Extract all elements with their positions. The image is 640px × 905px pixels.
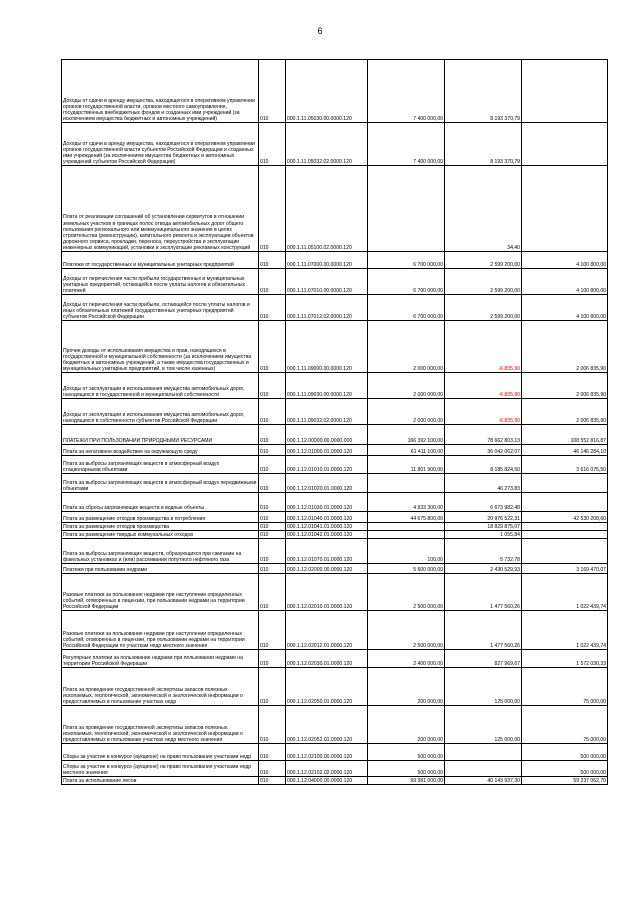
row-name: Плата за негативное воздействие на окружающую среду (62, 445, 259, 456)
row-line-code: 010 (259, 574, 286, 611)
row-unexecuted (522, 166, 608, 252)
row-budget-code: 000.1.12.01040.01.0000.120 (286, 512, 368, 523)
row-budget-code: 000.1.12.02012.01.0000.120 (286, 611, 368, 650)
row-approved: 2 000 000,00 (368, 373, 445, 399)
row-line-code: 010 (259, 706, 286, 744)
row-approved: 2 500 000,00 (368, 574, 445, 611)
row-name: Сборы за участие в конкурсе (аукционе) на право пользования участками недр (62, 744, 259, 761)
row-unexecuted: 500 000,00 (522, 761, 608, 777)
row-executed: 8 185 824,50 (445, 456, 522, 474)
row-unexecuted (522, 123, 608, 166)
row-name: Плата за размещение отходов производства и потребления (62, 512, 259, 523)
row-line-code: 010 (259, 744, 286, 761)
row-budget-code: 000.1.12.02010.01.0000.120 (286, 574, 368, 611)
page-number: 6 (317, 26, 323, 36)
row-line-code: 010 (259, 777, 286, 785)
row-unexecuted: 75 000,00 (522, 668, 608, 706)
row-name: Плата за выбросы загрязняющих веществ в атмосферный воздух стационарными объектами (62, 456, 259, 474)
row-line-code: 010 (259, 668, 286, 706)
row-executed: 827 969,67 (445, 650, 522, 668)
table-row (62, 668, 608, 706)
table-row (62, 564, 608, 574)
row-name: Плата за использование лесов (62, 777, 259, 785)
row-budget-code: 000.1.12.02030.01.0000.120 (286, 650, 368, 668)
table-row (62, 706, 608, 744)
row-unexecuted (522, 493, 608, 512)
row-approved (368, 523, 445, 531)
row-executed: 1 477 560,26 (445, 611, 522, 650)
row-unexecuted: 1 572 030,33 (522, 650, 608, 668)
row-executed: -6 835,90 (445, 321, 522, 373)
table-row (62, 321, 608, 373)
row-name: ПЛАТЕЖИ ПРИ ПОЛЬЗОВАНИИ ПРИРОДНЫМИ РЕСУРСАМИ (62, 425, 259, 445)
row-executed: 20 976 522,31 (445, 512, 522, 523)
row-budget-code: 000.1.12.01010.01.0000.120 (286, 456, 368, 474)
row-line-code: 010 (259, 761, 286, 777)
row-executed: 8 193 370,79 (445, 60, 522, 123)
row-line-code: 010 (259, 373, 286, 399)
row-budget-code: 000.1.11.09032.02.0000.120 (286, 399, 368, 425)
row-budget-code: 000.1.11.07000.00.0000.120 (286, 252, 368, 269)
row-approved: 500 000,00 (368, 744, 445, 761)
row-executed: 5 732,78 (445, 539, 522, 564)
row-unexecuted: 2 006 835,90 (522, 321, 608, 373)
row-line-code: 010 (259, 650, 286, 668)
row-budget-code: 000.1.11.05100.02.0000.120 (286, 166, 368, 252)
row-approved: 100,00 (368, 539, 445, 564)
row-unexecuted: 3 616 075,50 (522, 456, 608, 474)
row-executed: 2 430 529,93 (445, 564, 522, 574)
row-executed: 8 193 370,79 (445, 123, 522, 166)
row-executed: -6 835,90 (445, 399, 522, 425)
row-line-code: 010 (259, 295, 286, 321)
row-executed: 18 829 875,07 (445, 523, 522, 531)
row-budget-code: 000.1.12.04000.00.0000.120 (286, 777, 368, 785)
row-approved: 11 801 900,00 (368, 456, 445, 474)
row-line-code: 010 (259, 523, 286, 531)
row-executed: 6 673 982,48 (445, 493, 522, 512)
row-line-code: 010 (259, 269, 286, 295)
table-row (62, 399, 608, 425)
row-name: Доходы от сдачи в аренду имущества, находящегося в оперативном управлении органов государственной власти, органов местного самоуправления, государственных внебюджетных фондов и созданных ими учреждений (за исключением имущества бюджетных и автономных учреждений) (62, 60, 259, 123)
row-budget-code: 000.1.11.05030.00.0000.120 (286, 60, 368, 123)
row-executed: 1 477 560,26 (445, 574, 522, 611)
row-line-code: 010 (259, 399, 286, 425)
table-row (62, 761, 608, 777)
row-unexecuted (522, 474, 608, 493)
row-budget-code: 000.1.12.02052.01.0000.120 (286, 706, 368, 744)
row-approved (368, 474, 445, 493)
row-executed: 2 599 200,00 (445, 295, 522, 321)
table-row (62, 373, 608, 399)
row-line-code: 010 (259, 512, 286, 523)
row-name: Плата за проведение государственной экспертизы запасов полезных ископаемых, геологической, экономической и экологической информации о предоставляемых в пользование участках недр (62, 668, 259, 706)
row-budget-code: 000.1.12.02102.02.0000.120 (286, 761, 368, 777)
row-budget-code: 000.1.12.02100.00.0000.120 (286, 744, 368, 761)
row-approved: 200 000,00 (368, 706, 445, 744)
row-name: Сборы за участие в конкурсе (аукционе) на право пользования участками недр местного значения (62, 761, 259, 777)
row-executed: 125 000,00 (445, 668, 522, 706)
row-budget-code: 000.1.11.09030.00.0000.120 (286, 373, 368, 399)
row-executed: 2 599 200,00 (445, 252, 522, 269)
row-unexecuted: 4 100 800,00 (522, 252, 608, 269)
row-executed: -6 835,90 (445, 373, 522, 399)
row-name: Плата от реализации соглашений об установлении сервитутов в отношении земельных участков в границах полос отвода автомобильных дорог общего пользования регионального или межмуниципального значения в целях строительства (реконструкции), капитального ремонта и эксплуатации объектов дорожного сервиса, прокладки, переноса, переустройства и эксплуатации инженерных коммуникаций, установки и эксплуатации рекламных конструкций (62, 166, 259, 252)
row-line-code: 010 (259, 252, 286, 269)
row-budget-code: 000.1.12.02000.00.0000.120 (286, 564, 368, 574)
row-approved: 6 700 000,00 (368, 252, 445, 269)
row-unexecuted: 1 022 439,74 (522, 574, 608, 611)
row-line-code: 010 (259, 60, 286, 123)
row-line-code: 010 (259, 456, 286, 474)
table-row (62, 166, 608, 252)
table-row (62, 474, 608, 493)
row-line-code: 010 (259, 564, 286, 574)
row-approved: 2 000 000,00 (368, 321, 445, 373)
row-executed: 125 000,00 (445, 706, 522, 744)
table-row (62, 531, 608, 539)
row-approved: 7 400 000,00 (368, 60, 445, 123)
table-row (62, 744, 608, 761)
row-unexecuted: 108 552 816,87 (522, 425, 608, 445)
row-approved: 2 000 000,00 (368, 399, 445, 425)
row-name: Плата за проведение государственной экспертизы запасов полезных ископаемых, геологической, экономической и экологической информации о предоставляемых в пользование участках недр местного значения (62, 706, 259, 744)
table-row (62, 295, 608, 321)
row-unexecuted: 4 100 800,00 (522, 295, 608, 321)
row-name: Прочие доходы от использования имущества и прав, находящихся в государственной и муниципальной собственности (за исключением имущества бюджетных и автономных учреждений, а также имущества государственных и муниципальных унитарных предприятий, в том числе казенных) (62, 321, 259, 373)
row-name: Плата за размещение отходов производства (62, 523, 259, 531)
row-name: Платежи при пользовании недрами (62, 564, 259, 574)
row-unexecuted: 3 169 470,07 (522, 564, 608, 574)
row-name: Платежи от государственных и муниципальных унитарных предприятий (62, 252, 259, 269)
row-name: Доходы от перечисления части прибыли государственных и муниципальных унитарных предприятий, остающейся после уплаты налогов и обязательных платежей (62, 269, 259, 295)
row-approved: 6 700 000,00 (368, 269, 445, 295)
row-budget-code: 000.1.12.00000.00.0000.000 (286, 425, 368, 445)
row-approved: 7 400 000,00 (368, 123, 445, 166)
row-approved: 61 411 100,00 (368, 445, 445, 456)
row-executed: 36 042 062,07 (445, 445, 522, 456)
table-row (62, 777, 608, 785)
row-approved: 5 600 000,00 (368, 564, 445, 574)
row-unexecuted: 4 100 800,00 (522, 269, 608, 295)
row-unexecuted: 46 146 284,10 (522, 445, 608, 456)
row-unexecuted (522, 523, 608, 531)
row-budget-code: 000.1.12.01030.01.0000.120 (286, 493, 368, 512)
row-budget-code: 000.1.12.01020.01.0000.120 (286, 474, 368, 493)
row-unexecuted: 1 022 439,74 (522, 611, 608, 650)
table-row (62, 539, 608, 564)
row-executed (445, 761, 522, 777)
row-line-code: 010 (259, 474, 286, 493)
table-row (62, 445, 608, 456)
row-budget-code: 000.1.11.05032.02.0000.120 (286, 123, 368, 166)
row-executed: 34,40 (445, 166, 522, 252)
table-row (62, 123, 608, 166)
row-budget-code: 000.1.12.01070.01.0000.120 (286, 539, 368, 564)
row-unexecuted (522, 60, 608, 123)
row-line-code: 010 (259, 123, 286, 166)
table-row (62, 611, 608, 650)
row-approved: 200 000,00 (368, 668, 445, 706)
row-budget-code: 000.1.12.01041.01.0000.120 (286, 523, 368, 531)
row-line-code: 010 (259, 539, 286, 564)
row-line-code: 010 (259, 611, 286, 650)
table-row (62, 456, 608, 474)
row-unexecuted: 75 000,00 (522, 706, 608, 744)
table-row (62, 493, 608, 512)
budget-table (61, 59, 608, 785)
table-row (62, 650, 608, 668)
row-unexecuted: 59 237 062,70 (522, 777, 608, 785)
row-approved: 99 381 000,00 (368, 777, 445, 785)
row-name: Плата за выбросы загрязняющих веществ в атмосферный воздух передвижными объектами (62, 474, 259, 493)
row-name: Доходы от сдачи в аренду имущества, находящегося в оперативном управлении органов государственной власти субъектов Российской Федерации и созданных ими учреждений (за исключением имущества бюджетных и автономных учреждений субъектов Российской Федерации) (62, 123, 259, 166)
row-unexecuted: 500 000,00 (522, 744, 608, 761)
table-row (62, 512, 608, 523)
row-line-code: 010 (259, 445, 286, 456)
table-row (62, 60, 608, 123)
row-name: Разовые платежи за пользование недрами при наступлении определенных событий, оговоренных в лицензии, при пользовании недрами на территории Российской Федерации по участкам недр местного значения (62, 611, 259, 650)
row-approved: 44 675 800,00 (368, 512, 445, 523)
row-name: Плата за сбросы загрязняющих веществ в водные объекты (62, 493, 259, 512)
row-name: Доходы от эксплуатации и использования имущества автомобильных дорог, находящихся в государственной и муниципальной собственности (62, 373, 259, 399)
row-executed: 1 055,84 (445, 531, 522, 539)
row-unexecuted: 2 006 835,90 (522, 399, 608, 425)
row-name: Регулярные платежи за пользование недрами при пользовании недрами на территории Российской Федерации (62, 650, 259, 668)
row-unexecuted (522, 539, 608, 564)
row-name: Плата за размещение твердых коммунальных отходов (62, 531, 259, 539)
row-approved (368, 166, 445, 252)
row-budget-code: 000.1.11.07012.02.0000.120 (286, 295, 368, 321)
row-unexecuted: 2 006 835,90 (522, 373, 608, 399)
row-budget-code: 000.1.12.01000.01.0000.120 (286, 445, 368, 456)
row-executed: 78 662 803,13 (445, 425, 522, 445)
row-unexecuted: 42 530 208,60 (522, 512, 608, 523)
table-row (62, 425, 608, 445)
row-line-code: 010 (259, 493, 286, 512)
row-executed: 2 599 200,00 (445, 269, 522, 295)
row-line-code: 010 (259, 531, 286, 539)
row-line-code: 010 (259, 425, 286, 445)
row-approved (368, 531, 445, 539)
row-executed: 46 273,83 (445, 474, 522, 493)
row-approved: 4 933 300,00 (368, 493, 445, 512)
row-executed: 40 143 937,30 (445, 777, 522, 785)
table-row (62, 252, 608, 269)
row-approved: 166 392 100,00 (368, 425, 445, 445)
row-budget-code: 000.1.12.01042.01.0000.120 (286, 531, 368, 539)
row-budget-code: 000.1.12.02050.01.0000.120 (286, 668, 368, 706)
row-executed (445, 744, 522, 761)
row-budget-code: 000.1.11.09000.00.0000.120 (286, 321, 368, 373)
row-approved: 500 000,00 (368, 761, 445, 777)
row-approved: 2 500 000,00 (368, 611, 445, 650)
table-row (62, 269, 608, 295)
table-row (62, 574, 608, 611)
row-line-code: 010 (259, 321, 286, 373)
row-name: Доходы от перечисления части прибыли, остающейся после уплаты налогов и иных обязательных платежей государственных унитарных предприятий субъектов Российской Федерации (62, 295, 259, 321)
row-name: Плата за выбросы загрязняющих веществ, образующихся при сжигании на факельных установках и (или) рассеивании попутного нефтяного газа (62, 539, 259, 564)
row-name: Разовые платежи за пользование недрами при наступлении определенных событий, оговоренных в лицензии, при пользовании недрами на территории Российской Федерации (62, 574, 259, 611)
row-budget-code: 000.1.11.07010.00.0000.120 (286, 269, 368, 295)
row-line-code: 010 (259, 166, 286, 252)
row-approved: 2 400 000,00 (368, 650, 445, 668)
row-unexecuted (522, 531, 608, 539)
table-row (62, 523, 608, 531)
row-name: Доходы от эксплуатации и использования имущества автомобильных дорог, находящихся в собственности субъектов Российской Федерации (62, 399, 259, 425)
row-approved: 6 700 000,00 (368, 295, 445, 321)
